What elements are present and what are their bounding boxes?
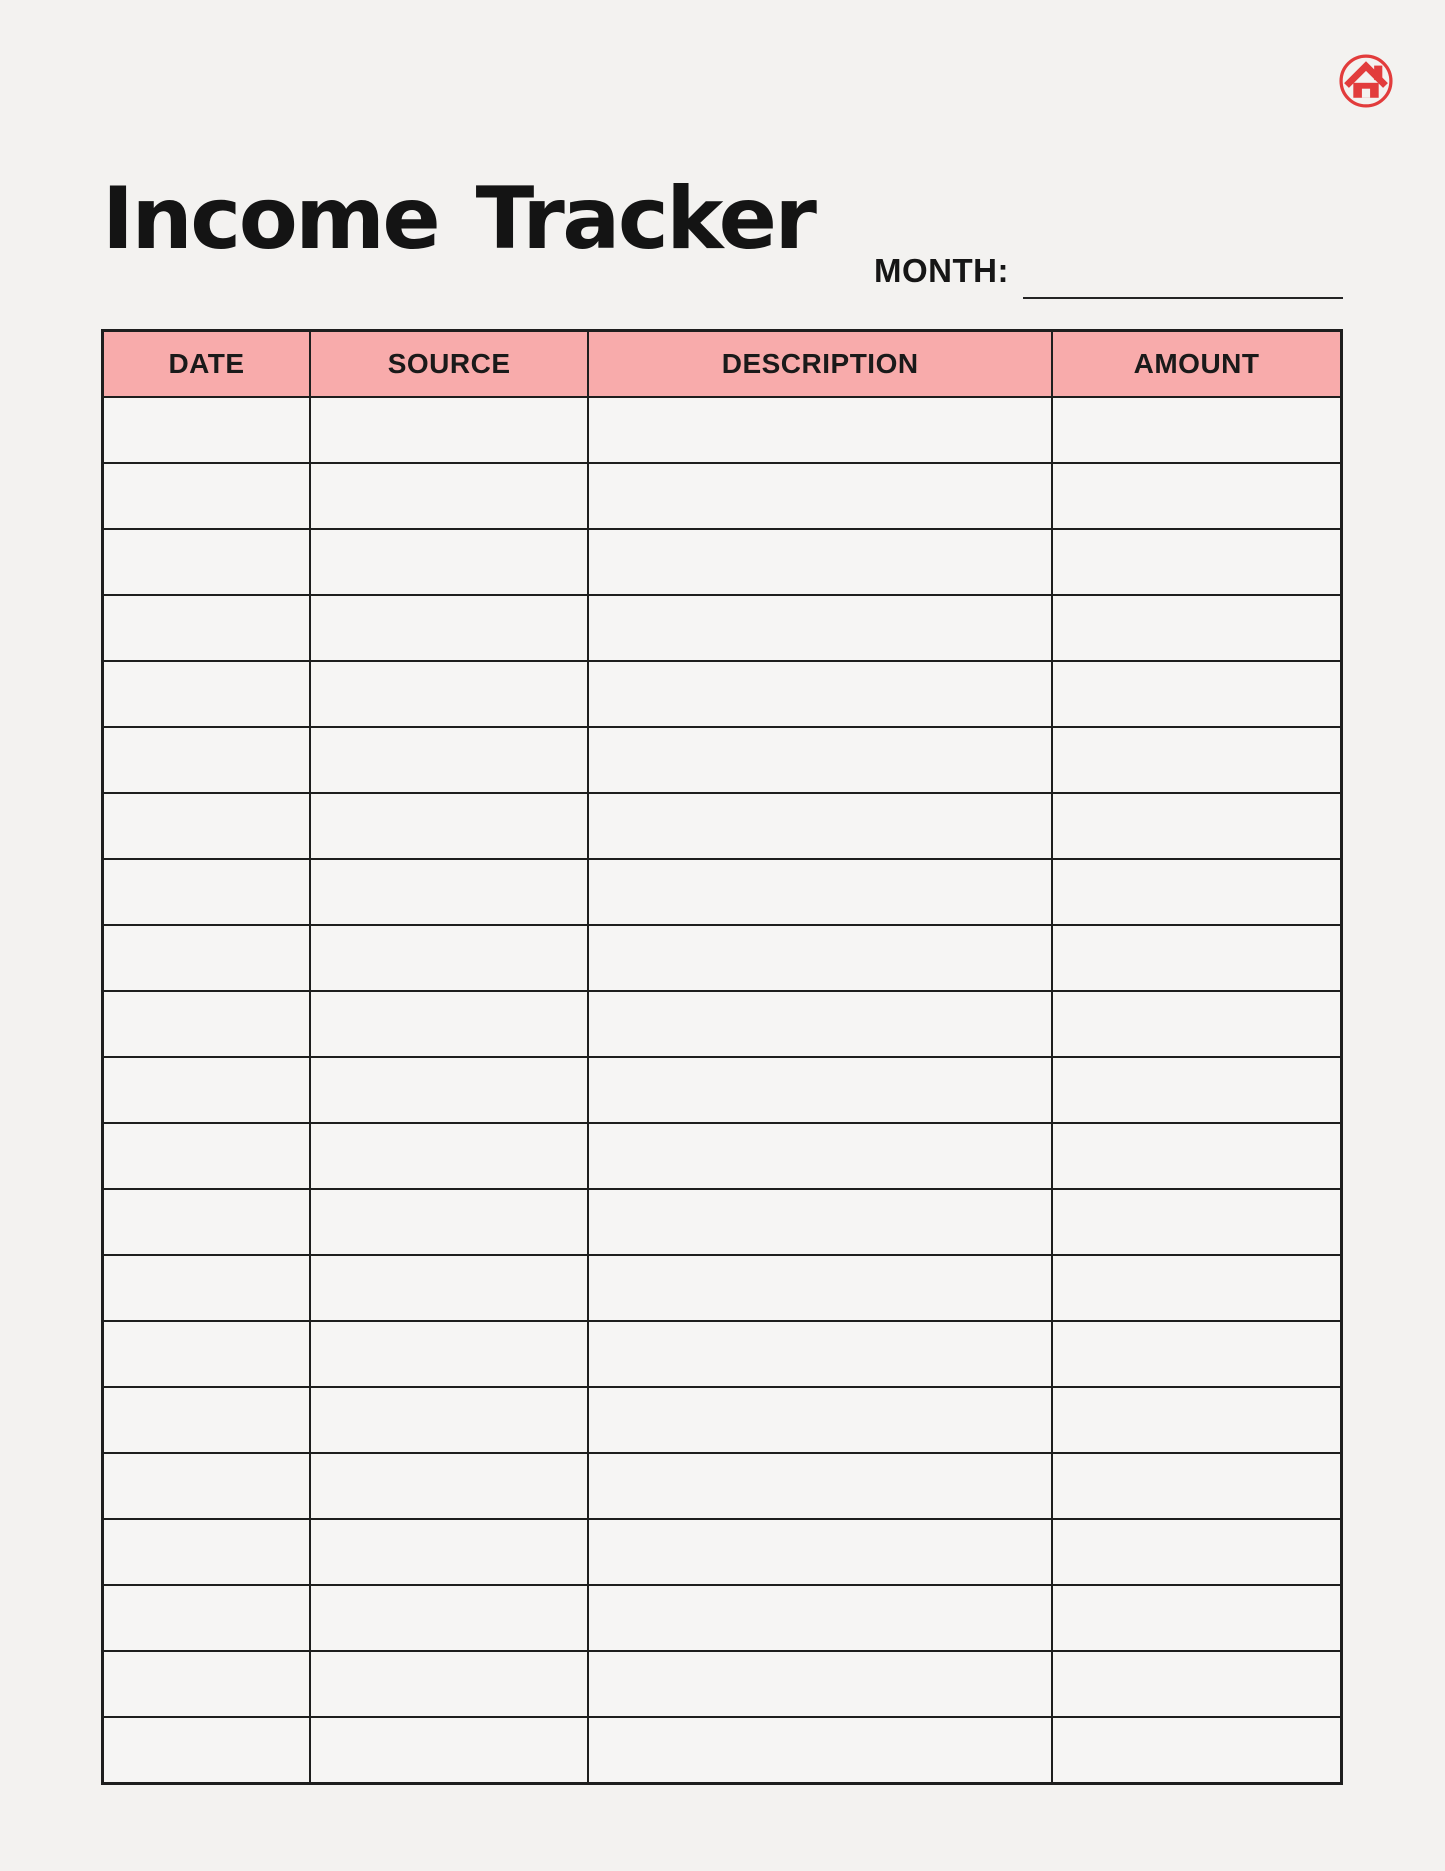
- table-cell: [103, 1519, 311, 1585]
- table-cell: [310, 793, 588, 859]
- table-cell: [310, 1585, 588, 1651]
- table-cell: [310, 1057, 588, 1123]
- table-cell: [588, 1255, 1052, 1321]
- table-cell: [103, 1453, 311, 1519]
- table-row: [103, 1717, 1342, 1784]
- table-cell: [1052, 925, 1341, 991]
- table-cell: [103, 397, 311, 463]
- table-row: [103, 1453, 1342, 1519]
- table-row: [103, 1123, 1342, 1189]
- table-row: [103, 1057, 1342, 1123]
- table-row: [103, 595, 1342, 661]
- table-cell: [103, 991, 311, 1057]
- table-row: [103, 727, 1342, 793]
- table-cell: [103, 529, 311, 595]
- table-cell: [1052, 661, 1341, 727]
- table-cell: [310, 1717, 588, 1784]
- table-cell: [103, 1123, 311, 1189]
- table-cell: [1052, 793, 1341, 859]
- column-header-description: DESCRIPTION: [588, 331, 1052, 398]
- table-row: [103, 793, 1342, 859]
- table-cell: [588, 1453, 1052, 1519]
- table-cell: [1052, 991, 1341, 1057]
- table-cell: [310, 859, 588, 925]
- table-cell: [103, 793, 311, 859]
- table-cell: [1052, 463, 1341, 529]
- month-label: MONTH:: [874, 252, 1009, 289]
- column-header-amount: AMOUNT: [1052, 331, 1341, 398]
- table-cell: [1052, 1057, 1341, 1123]
- table-cell: [588, 1321, 1052, 1387]
- table-cell: [103, 1189, 311, 1255]
- table-cell: [1052, 1387, 1341, 1453]
- table-cell: [588, 1387, 1052, 1453]
- income-table: [101, 329, 1343, 1785]
- table-cell: [1052, 1585, 1341, 1651]
- column-header-date: DATE: [103, 331, 311, 398]
- table-cell: [588, 793, 1052, 859]
- table-cell: [310, 1453, 588, 1519]
- table-cell: [1052, 1189, 1341, 1255]
- table-row: [103, 529, 1342, 595]
- table-cell: [1052, 1123, 1341, 1189]
- table-row: [103, 1651, 1342, 1717]
- table-row: [103, 991, 1342, 1057]
- table-cell: [310, 1189, 588, 1255]
- table-row: [103, 1321, 1342, 1387]
- table-cell: [1052, 1453, 1341, 1519]
- table-cell: [103, 859, 311, 925]
- month-value-line[interactable]: [1023, 261, 1343, 299]
- table-cell: [103, 661, 311, 727]
- table-row: [103, 925, 1342, 991]
- table-cell: [310, 925, 588, 991]
- table-row: [103, 397, 1342, 463]
- table-cell: [310, 397, 588, 463]
- table-row: [103, 463, 1342, 529]
- table-header-row: [103, 331, 1342, 398]
- table-cell: [588, 1651, 1052, 1717]
- table-cell: [310, 1519, 588, 1585]
- table-cell: [310, 463, 588, 529]
- table-cell: [1052, 1519, 1341, 1585]
- table-cell: [1052, 859, 1341, 925]
- table-cell: [588, 991, 1052, 1057]
- table-cell: [103, 595, 311, 661]
- table-row: [103, 1387, 1342, 1453]
- table-cell: [588, 1519, 1052, 1585]
- table-cell: [1052, 1651, 1341, 1717]
- table-cell: [1052, 727, 1341, 793]
- table-cell: [588, 463, 1052, 529]
- table-cell: [310, 1123, 588, 1189]
- table-cell: [103, 1585, 311, 1651]
- table-cell: [103, 1651, 311, 1717]
- table-cell: [103, 1057, 311, 1123]
- table-cell: [310, 1321, 588, 1387]
- table-cell: [310, 595, 588, 661]
- table-row: [103, 1585, 1342, 1651]
- table-cell: [588, 727, 1052, 793]
- table-cell: [1052, 595, 1341, 661]
- table-cell: [588, 859, 1052, 925]
- table-row: [103, 1189, 1342, 1255]
- table-cell: [310, 1651, 588, 1717]
- table-row: [103, 1255, 1342, 1321]
- table-cell: [588, 1189, 1052, 1255]
- table-cell: [588, 595, 1052, 661]
- table-row: [103, 661, 1342, 727]
- table-cell: [103, 1387, 311, 1453]
- table-cell: [103, 1255, 311, 1321]
- table-cell: [588, 397, 1052, 463]
- table-cell: [588, 925, 1052, 991]
- table-cell: [1052, 397, 1341, 463]
- page-title: Income Tracker: [102, 168, 815, 269]
- table-cell: [103, 1321, 311, 1387]
- table-cell: [103, 1717, 311, 1784]
- table-row: [103, 1519, 1342, 1585]
- month-field: [874, 250, 1343, 293]
- table-cell: [310, 529, 588, 595]
- table-cell: [588, 661, 1052, 727]
- table-cell: [310, 1387, 588, 1453]
- table-cell: [310, 661, 588, 727]
- table-cell: [310, 1255, 588, 1321]
- table-cell: [310, 991, 588, 1057]
- table-cell: [588, 1057, 1052, 1123]
- table-cell: [103, 463, 311, 529]
- home-button[interactable]: [1337, 52, 1395, 110]
- table-cell: [588, 1123, 1052, 1189]
- table-row: [103, 859, 1342, 925]
- column-header-source: SOURCE: [310, 331, 588, 398]
- table-cell: [310, 727, 588, 793]
- table-cell: [103, 727, 311, 793]
- table-cell: [588, 529, 1052, 595]
- table-cell: [1052, 1255, 1341, 1321]
- table-cell: [588, 1717, 1052, 1784]
- table-cell: [1052, 1717, 1341, 1784]
- home-icon: [1337, 52, 1395, 110]
- table-cell: [1052, 529, 1341, 595]
- table-cell: [1052, 1321, 1341, 1387]
- table-cell: [588, 1585, 1052, 1651]
- table-cell: [103, 925, 311, 991]
